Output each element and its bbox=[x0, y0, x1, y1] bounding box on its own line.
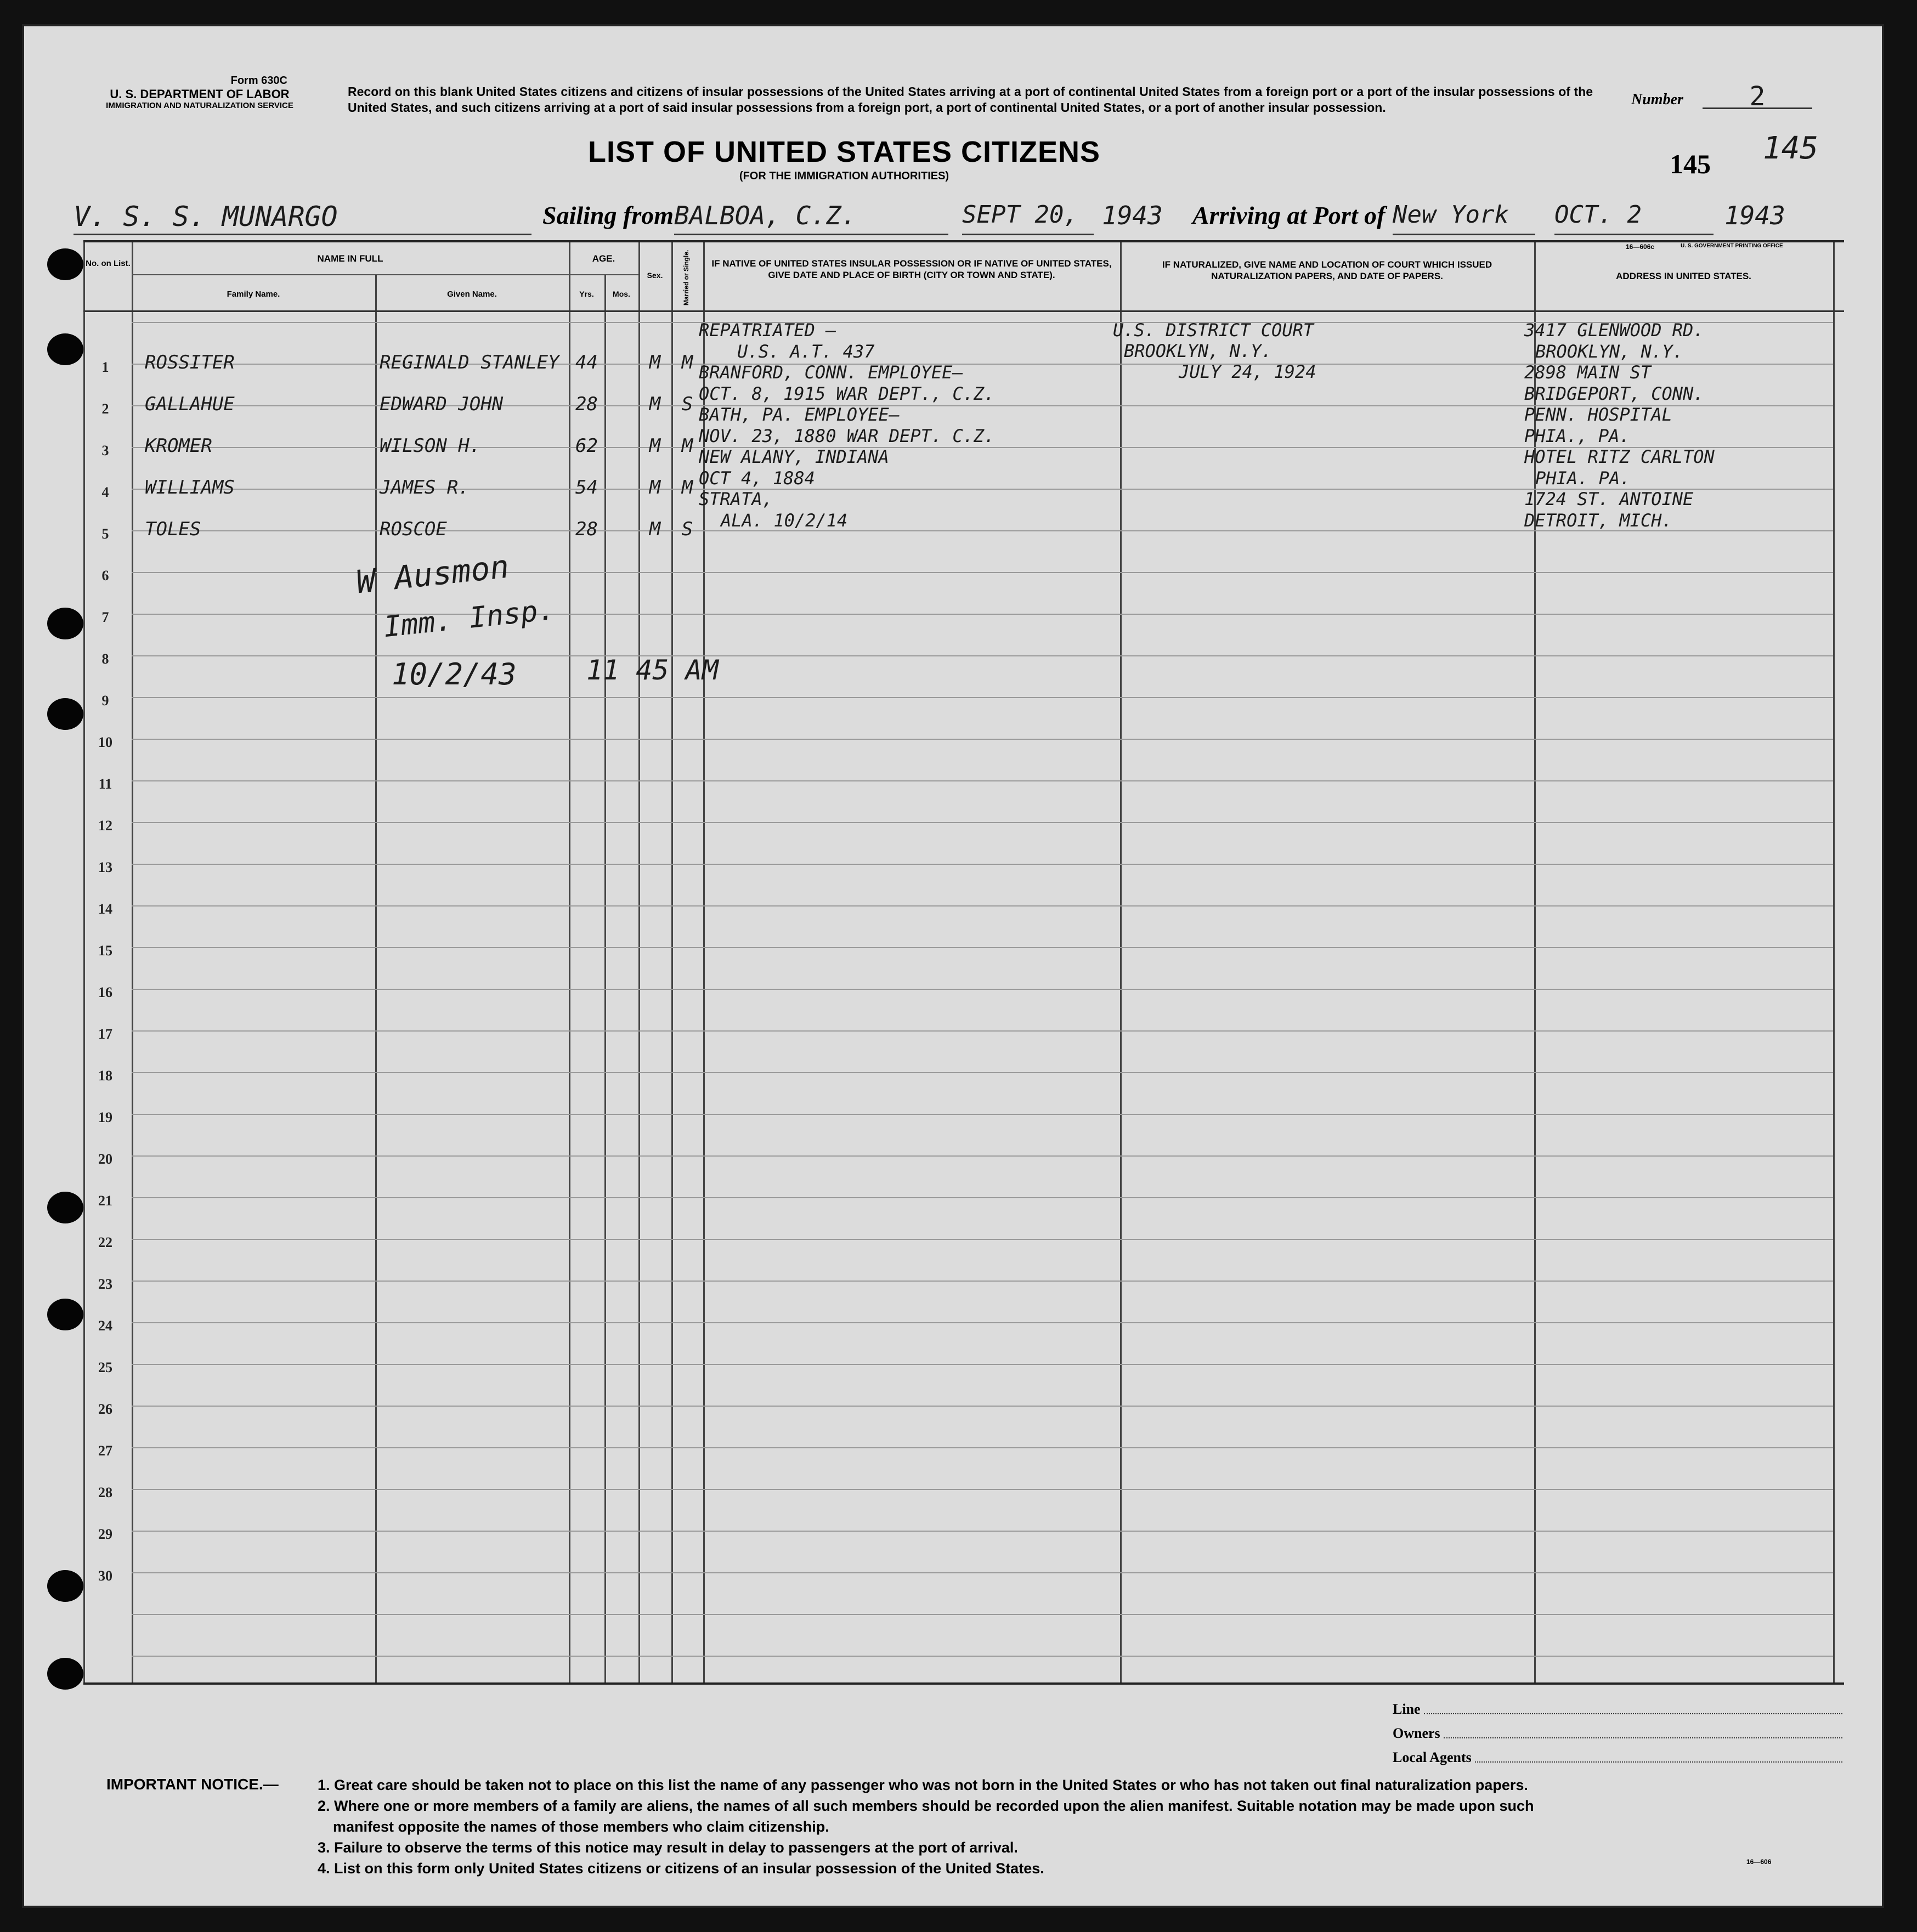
birth-note-line: OCT. 8, 1915 WAR DEPT., C.Z. bbox=[699, 383, 995, 404]
row-number: 25 bbox=[98, 1359, 112, 1375]
marital-cell: M bbox=[681, 435, 693, 457]
inspection-date: 10/2/43 bbox=[392, 657, 517, 692]
address-line: 3417 GLENWOOD RD. bbox=[1524, 320, 1704, 341]
page-subtitle: (FOR THE IMMIGRATION AUTHORITIES) bbox=[739, 170, 949, 182]
sex-cell: M bbox=[649, 477, 661, 498]
inspection-time: 11 45 AM bbox=[586, 654, 719, 686]
header-no-on-list: No. on List. bbox=[86, 259, 131, 268]
row-rule bbox=[132, 1614, 1833, 1615]
address-line: BROOKLYN, N.Y. bbox=[1535, 341, 1683, 362]
arriving-date: OCT. 2 bbox=[1554, 201, 1714, 235]
birth-note-line: BRANFORD, CONN. EMPLOYEE— bbox=[699, 362, 963, 383]
age-years-cell: 44 bbox=[575, 352, 598, 373]
punch-hole bbox=[47, 608, 83, 639]
sailing-from: BALBOA, C.Z. bbox=[674, 201, 948, 235]
row-number: 30 bbox=[98, 1568, 112, 1584]
local-agents-field bbox=[1475, 1761, 1842, 1763]
printer-code-bottom: 16—606 bbox=[1746, 1858, 1772, 1866]
age-years-cell: 62 bbox=[575, 435, 598, 457]
row-number: 12 bbox=[98, 818, 112, 834]
address-line: BRIDGEPORT, CONN. bbox=[1524, 383, 1704, 404]
birth-note-line: ALA. 10/2/14 bbox=[721, 509, 848, 531]
birth-note-line: REPATRIATED — bbox=[699, 320, 836, 341]
naturalization-note-line: BROOKLYN, N.Y. bbox=[1124, 341, 1272, 361]
birth-note-line: OCT 4, 1884 bbox=[699, 467, 815, 489]
arriving-port: New York bbox=[1393, 201, 1535, 235]
marital-cell: M bbox=[681, 477, 693, 498]
form-number: Form 630C bbox=[230, 75, 287, 87]
given-name-cell: REGINALD STANLEY bbox=[380, 352, 559, 373]
row-number: 13 bbox=[98, 859, 112, 875]
header-insular-birth: IF NATIVE OF UNITED STATES INSULAR POSSESSION OR IF NATIVE OF UNITED STATES, GIVE DATE AND PLACE OF BIRTH (CITY OR TOWN AND STATE). bbox=[711, 258, 1112, 281]
birth-note-line: NOV. 23, 1880 WAR DEPT. C.Z. bbox=[699, 425, 995, 446]
row-rule bbox=[132, 1322, 1833, 1323]
address-line: DETROIT, MICH. bbox=[1524, 509, 1672, 531]
row-rule bbox=[132, 655, 1833, 656]
age-years-cell: 54 bbox=[575, 477, 598, 498]
row-rule bbox=[132, 1406, 1833, 1407]
row-rule bbox=[132, 1572, 1833, 1573]
family-name-cell: TOLES bbox=[145, 518, 201, 540]
punch-hole bbox=[47, 1192, 83, 1223]
sailing-year: 1943 bbox=[1102, 201, 1163, 230]
service-name: IMMIGRATION AND NATURALIZATION SERVICE bbox=[106, 101, 293, 111]
row-number: 27 bbox=[98, 1443, 112, 1459]
marital-cell: S bbox=[681, 393, 693, 415]
notice-item: 4. List on this form only United States citizens or citizens of an insular possession of the United States. bbox=[318, 1860, 1044, 1877]
row-number: 8 bbox=[101, 651, 109, 667]
header-mos: Mos. bbox=[613, 290, 630, 298]
given-name-cell: JAMES R. bbox=[380, 477, 470, 498]
birth-note-line: STRATA, bbox=[699, 489, 773, 509]
number-label: Number bbox=[1631, 91, 1683, 108]
notice-heading: IMPORTANT NOTICE.— bbox=[106, 1776, 279, 1793]
notice-items bbox=[318, 1775, 1864, 1879]
notice-item: 2. Where one or more members of a family are aliens, the names of all such members should be recorded upon the alien manifest. Suitable notation may be made upon such bbox=[318, 1798, 1534, 1814]
printer-note: U. S. GOVERNMENT PRINTING OFFICE bbox=[1681, 243, 1783, 249]
given-name-cell: EDWARD JOHN bbox=[380, 393, 504, 415]
notice-item: 3. Failure to observe the terms of this notice may result in delay to passengers at the port of arrival. bbox=[318, 1839, 1018, 1856]
inspector-title: Imm. Insp. bbox=[382, 593, 557, 644]
row-rule bbox=[132, 1155, 1833, 1157]
header-yrs: Yrs. bbox=[579, 290, 594, 298]
address-line: HOTEL RITZ CARLTON bbox=[1524, 446, 1715, 467]
notice-item: manifest opposite the names of those members who claim citizenship. bbox=[333, 1818, 829, 1835]
row-rule bbox=[132, 1489, 1833, 1490]
department-name: U. S. DEPARTMENT OF LABOR bbox=[110, 87, 290, 101]
punch-hole bbox=[47, 698, 83, 730]
birth-note-line: U.S. A.T. 437 bbox=[737, 341, 875, 362]
header-naturalized: IF NATURALIZED, GIVE NAME AND LOCATION OF COURT WHICH ISSUED NATURALIZATION PAPERS, AND DATE OF PAPERS. bbox=[1162, 259, 1492, 282]
row-number: 24 bbox=[98, 1318, 112, 1334]
header-name-in-full: NAME IN FULL bbox=[317, 253, 383, 264]
birth-notes bbox=[699, 320, 1116, 531]
owners-field bbox=[1444, 1737, 1842, 1738]
sailing-date: SEPT 20, bbox=[962, 201, 1094, 235]
local-agents-label: Local Agents bbox=[1393, 1749, 1472, 1765]
header-sex: Sex. bbox=[647, 271, 663, 280]
owners-label: Owners bbox=[1393, 1725, 1440, 1741]
footer-fields bbox=[1393, 1693, 1842, 1766]
header-family-name: Family Name. bbox=[227, 290, 280, 299]
sex-cell: M bbox=[649, 393, 661, 415]
row-number: 1 bbox=[101, 359, 109, 375]
row-rule bbox=[132, 989, 1833, 990]
line-field bbox=[1424, 1713, 1842, 1714]
row-rule bbox=[132, 822, 1833, 823]
row-number: 29 bbox=[98, 1526, 112, 1542]
sex-cell: M bbox=[649, 352, 661, 373]
row-number: 19 bbox=[98, 1109, 112, 1125]
row-rule bbox=[132, 1531, 1833, 1532]
line-label: Line bbox=[1393, 1701, 1421, 1717]
marital-cell: S bbox=[681, 518, 693, 540]
page-title: LIST OF UNITED STATES CITIZENS bbox=[588, 135, 1100, 168]
sex-cell: M bbox=[649, 518, 661, 540]
family-name-cell: ROSSITER bbox=[145, 352, 235, 373]
header-given-name: Given Name. bbox=[447, 290, 497, 299]
row-rule bbox=[132, 1030, 1833, 1032]
family-name-cell: KROMER bbox=[145, 435, 212, 457]
row-number: 7 bbox=[101, 609, 109, 625]
row-number: 28 bbox=[98, 1485, 112, 1500]
row-rule bbox=[132, 739, 1833, 740]
row-rule bbox=[132, 1197, 1833, 1198]
given-name-cell: ROSCOE bbox=[380, 518, 447, 540]
row-rule bbox=[132, 1239, 1833, 1240]
address-line: PHIA. PA. bbox=[1535, 467, 1631, 489]
arriving-label: Arriving at Port of bbox=[1192, 201, 1386, 229]
row-rule bbox=[132, 1281, 1833, 1282]
row-number: 22 bbox=[98, 1234, 112, 1250]
punch-hole bbox=[47, 248, 83, 280]
punch-hole bbox=[47, 1570, 83, 1602]
row-number: 21 bbox=[98, 1193, 112, 1209]
address-line: PHIA., PA. bbox=[1524, 425, 1630, 446]
row-rule bbox=[132, 697, 1833, 698]
row-number: 3 bbox=[101, 443, 109, 458]
given-name-cell: WILSON H. bbox=[380, 435, 481, 457]
header-address: ADDRESS IN UNITED STATES. bbox=[1616, 271, 1751, 281]
row-number: 5 bbox=[101, 526, 109, 542]
address-line: PENN. HOSPITAL bbox=[1524, 404, 1672, 425]
sailing-label: Sailing from bbox=[542, 201, 674, 229]
header-married-or-single: Married or Single. bbox=[682, 250, 690, 305]
row-number: 2 bbox=[101, 401, 109, 417]
row-number: 14 bbox=[98, 901, 112, 917]
age-years-cell: 28 bbox=[575, 393, 598, 415]
row-rule bbox=[132, 1072, 1833, 1073]
vessel-name: V. S. S. MUNARGO bbox=[73, 201, 531, 235]
birth-note-line: NEW ALANY, INDIANA bbox=[699, 446, 889, 467]
notice-item: 1. Great care should be taken not to place on this list the name of any passenger who was not born in the United States or who has not taken out final naturalization papers. bbox=[318, 1777, 1528, 1793]
row-number: 23 bbox=[98, 1276, 112, 1292]
naturalization-note-line: JULY 24, 1924 bbox=[1179, 361, 1316, 382]
row-number: 15 bbox=[98, 943, 112, 959]
row-rule bbox=[132, 1364, 1833, 1365]
sex-cell: M bbox=[649, 435, 661, 457]
row-rule bbox=[132, 947, 1833, 948]
naturalization-notes bbox=[1113, 320, 1464, 382]
inspector-signature: W Ausmon bbox=[354, 547, 511, 601]
row-number: 9 bbox=[101, 693, 109, 709]
addresses bbox=[1524, 320, 1853, 531]
row-number: 16 bbox=[98, 984, 112, 1000]
row-number: 18 bbox=[98, 1068, 112, 1084]
number-value: 2 bbox=[1703, 81, 1812, 109]
manifest-sheet bbox=[22, 24, 1884, 1908]
printer-code-top: 16—606c bbox=[1626, 243, 1655, 251]
birth-note-line: BATH, PA. EMPLOYEE— bbox=[699, 404, 900, 425]
address-line: 1724 ST. ANTOINE bbox=[1524, 489, 1694, 509]
row-rule bbox=[132, 905, 1833, 906]
row-number: 6 bbox=[101, 568, 109, 583]
instructions-text: Record on this blank United States citizens and citizens of insular possessions of the United States arriving at a port of continental United States from a foreign port or a port of the insular possessions of the United States, and such citizens arriving at a port of said insular possessions from a foreign port, a port of continental United States, or a port of another insular possession. bbox=[348, 84, 1593, 115]
row-rule bbox=[132, 1447, 1833, 1448]
row-number: 10 bbox=[98, 734, 112, 750]
page-number-handwritten: 145 bbox=[1763, 131, 1819, 166]
agency-block bbox=[79, 75, 320, 111]
header-age: AGE. bbox=[592, 253, 615, 264]
row-number: 17 bbox=[98, 1026, 112, 1042]
address-line: 2898 MAIN ST bbox=[1524, 362, 1652, 383]
row-number: 11 bbox=[98, 776, 112, 792]
page-number: 145 bbox=[1670, 149, 1711, 179]
row-number: 20 bbox=[98, 1151, 112, 1167]
punch-hole bbox=[47, 1658, 83, 1690]
row-rule bbox=[132, 1656, 1833, 1657]
row-number: 26 bbox=[98, 1401, 112, 1417]
punch-hole bbox=[47, 333, 83, 365]
naturalization-note-line: U.S. DISTRICT COURT bbox=[1113, 320, 1314, 341]
marital-cell: M bbox=[681, 352, 693, 373]
age-years-cell: 28 bbox=[575, 518, 598, 540]
family-name-cell: WILLIAMS bbox=[145, 477, 235, 498]
punch-hole bbox=[47, 1299, 83, 1330]
row-rule bbox=[132, 864, 1833, 865]
arriving-year: 1943 bbox=[1724, 201, 1785, 230]
row-number: 4 bbox=[101, 484, 109, 500]
family-name-cell: GALLAHUE bbox=[145, 393, 235, 415]
row-rule bbox=[132, 780, 1833, 781]
row-rule bbox=[132, 1114, 1833, 1115]
